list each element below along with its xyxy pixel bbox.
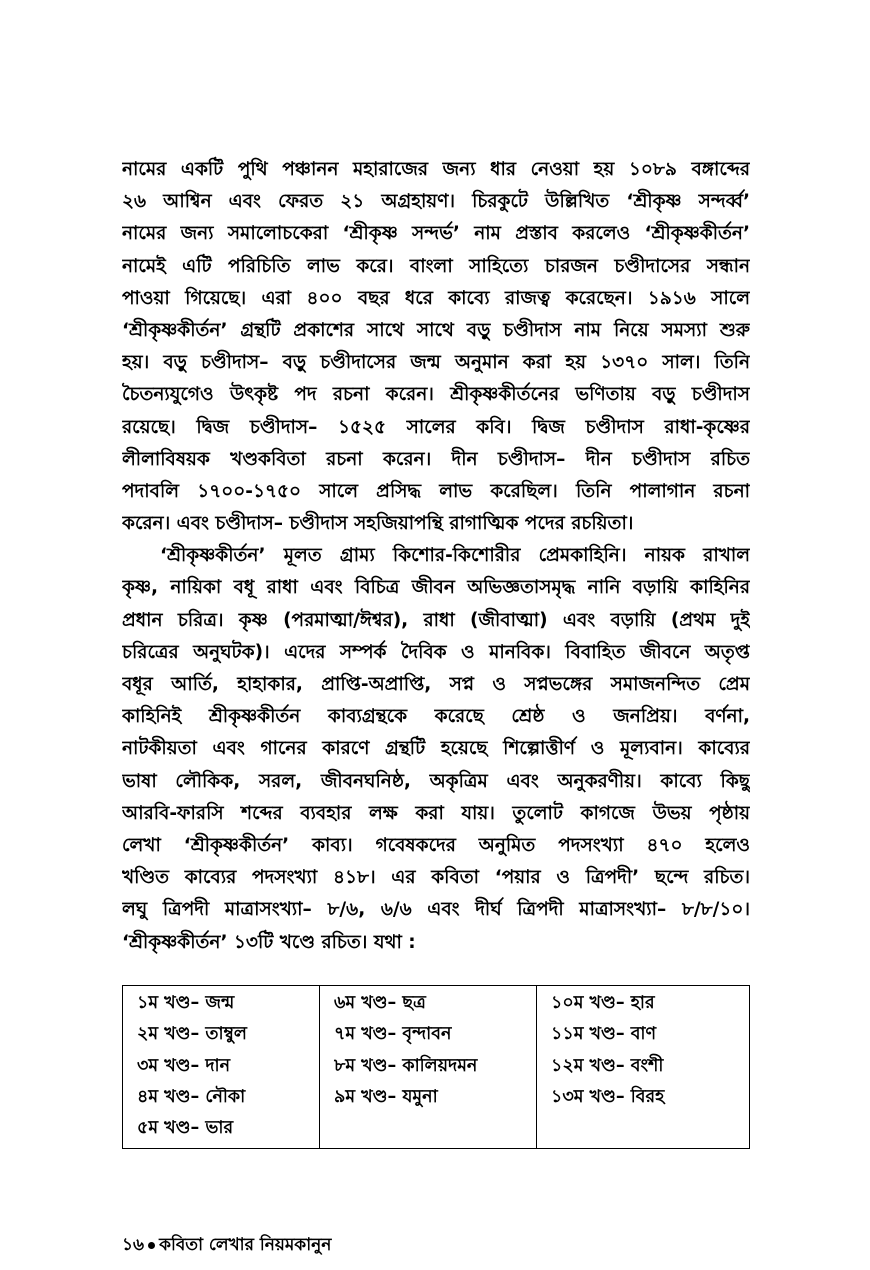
text-line: প্রধান চরিত্র। কৃষ্ণ (পরমাত্মা/ঈশ্বর), রাধা (জীবাত্মা) এবং বড়ায়ি (প্রথম দুই [122,609,750,631]
text-line: বধূর আর্তি, হাহাকার, প্রাপ্তি-অপ্রাপ্তি, সপ্ন ও সপ্নভঙ্গের সমাজনন্দিত প্রেম [122,674,750,695]
table-column-3 [537,986,750,1149]
book-title: কবিতা লেখার নিয়মকানুন [159,1235,332,1255]
text-line: লীলাবিষয়ক খণ্ডকবিতা রচনা করেন। দীন চণ্ডীদাস– দীন চণ্ডীদাস রচিত [122,448,750,470]
table-row [123,986,750,1149]
text-line: রয়েছে। দ্বিজ চণ্ডীদাস– ১৫২৫ সালের কবি। দ্বিজ চণ্ডীদাস রাধা-কৃষ্ণের [122,416,750,438]
text-line: চৈতন্যযুগেও উৎকৃষ্ট পদ রচনা করেন। শ্রীকৃষ্ণকীর্তনের ভণিতায় বড়ু চণ্ডীদাস [122,384,750,406]
text-line: নামের একটি পুথি পঞ্চানন মহারাজের জন্য ধার নেওয়া হয় ১০৮৯ বঙ্গাব্দের [122,159,750,180]
text-line: হয়। বড়ু চণ্ডীদাস– বড়ু চণ্ডীদাসের জন্ম অনুমান করা হয় ১৩৭০ সাল। তিনি [122,352,750,374]
text-line: করেন। এবং চণ্ডীদাস– চণ্ডীদাস সহজিয়াপন্থি রাগাত্মিক পদের রচয়িতা। [122,513,634,535]
text-line: কাহিনিই শ্রীকৃষ্ণকীর্তন কাব্যগ্রন্থকে করেছে শ্রেষ্ঠ ও জনপ্রিয়। বর্ণনা, [122,706,750,728]
text-line: লঘু ত্রিপদী মাত্রাসংখ্যা– ৮/৬, ৬/৬ এবং দীর্ঘ ত্রিপদী মাত্রাসংখ্যা– ৮/৮/১০। [122,899,750,921]
page-footer [122,1232,331,1260]
sections-table [122,985,750,1149]
text-line: ‘শ্রীকৃষ্ণকীর্তন’ ১৩টি খণ্ডে রচিত। যথা : [122,931,416,953]
text-line: লেখা ‘শ্রীকৃষ্ণকীর্তন’ কাব্য। গবেষকদের অনুমিত পদসংখ্যা ৪৭০ হলেও [122,834,750,856]
table-column-2 [320,986,537,1149]
section-item: ৬ম খণ্ড– ছত্র [334,993,426,1013]
section-item: ৮ম খণ্ড– কালিয়দমন [334,1055,478,1076]
text-line: কৃষ্ণ, নায়িকা বধূ রাধা এবং বিচিত্র জীবন অভিজ্ঞতাসমৃদ্ধ নানি বড়ায়ি কাহিনির [122,577,750,599]
section-item: ৪ম খণ্ড– নৌকা [137,1086,246,1107]
body-text [122,154,750,959]
text-line: পাওয়া গিয়েছে। এরা ৪০০ বছর ধরে কাব্যে রাজত্ব করেছেন। ১৯১৬ সালে [122,287,750,309]
section-item: ৫ম খণ্ড– ভার [137,1118,234,1139]
section-item: ৯ম খণ্ড– যমুনা [334,1086,438,1107]
section-item: ৩ম খণ্ড– দান [137,1055,231,1076]
section-item: ১৩ম খণ্ড– বিরহ [551,1086,665,1107]
text-line: ‘শ্রীকৃষ্ণকীর্তন’ মূলত গ্রাম্য কিশোর-কিশোরীর প্রেমকাহিনি। নায়ক রাখাল [160,545,750,567]
text-line: পদাবলি ১৭০০-১৭৫০ সালে প্রসিদ্ধ লাভ করেছিল। তিনি পালাগান রচনা [122,480,750,502]
text-line: ভাষা লৌকিক, সরল, জীবনঘনিষ্ঠ, অকৃত্রিম এবং অনুকরণীয়। কাব্যে কিছু [122,770,750,792]
section-item: ১ম খণ্ড– জন্ম [137,993,235,1013]
section-item: ১১ম খণ্ড– বাণ [551,1024,657,1045]
text-line: আরবি-ফারসি শব্দের ব্যবহার লক্ষ করা যায়। তুলোট কাগজে উভয় পৃষ্ঠায় [122,802,750,824]
text-line: নামের জন্য সমালোচকেরা ‘শ্রীকৃষ্ণ সন্দর্ভ’ নাম প্রস্তাব করলেও ‘শ্রীকৃষ্ণকীর্তন’ [122,223,750,245]
text-line: খণ্ডিত কাব্যের পদসংখ্যা ৪১৮। এর কবিতা ‘পয়ার ও ত্রিপদী’ ছন্দে রচিত। [122,867,750,889]
text-line: নামেই এটি পরিচিতি লাভ করে। বাংলা সাহিত্যে চারজন চণ্ডীদাসের সন্ধান [122,255,750,277]
text-line: চরিত্রের অনুঘটক)। এদের সম্পর্ক দৈবিক ও মানবিক। বিবাহিত জীবনে অতৃপ্ত [122,641,750,663]
section-item: ১০ম খণ্ড– হার [551,993,655,1013]
text-line: ‘শ্রীকৃষ্ণকীর্তন’ গ্রন্থটি প্রকাশের সাথে সাথে বড়ু চণ্ডীদাস নাম নিয়ে সমস্যা শুরু [122,319,750,341]
text-line: ২৬ আশ্বিন এবং ফেরত ২১ অগ্রহায়ণ। চিরকুটে উল্লিখিত ‘শ্রীকৃষ্ণ সন্দর্ব্ব’ [122,191,750,213]
bullet-icon [148,1242,155,1249]
section-item: ২ম খণ্ড– তাম্বুল [137,1024,247,1045]
table-column-1 [123,986,320,1149]
section-item: ১২ম খণ্ড– বংশী [551,1055,664,1076]
page-number: ১৬ [122,1235,145,1255]
section-item: ৭ম খণ্ড– বৃন্দাবন [334,1024,452,1045]
text-line: নাটকীয়তা এবং গানের কারণে গ্রন্থটি হয়েছে শিল্পোত্তীর্ণ ও মূল্যবান। কাব্যের [122,738,750,760]
